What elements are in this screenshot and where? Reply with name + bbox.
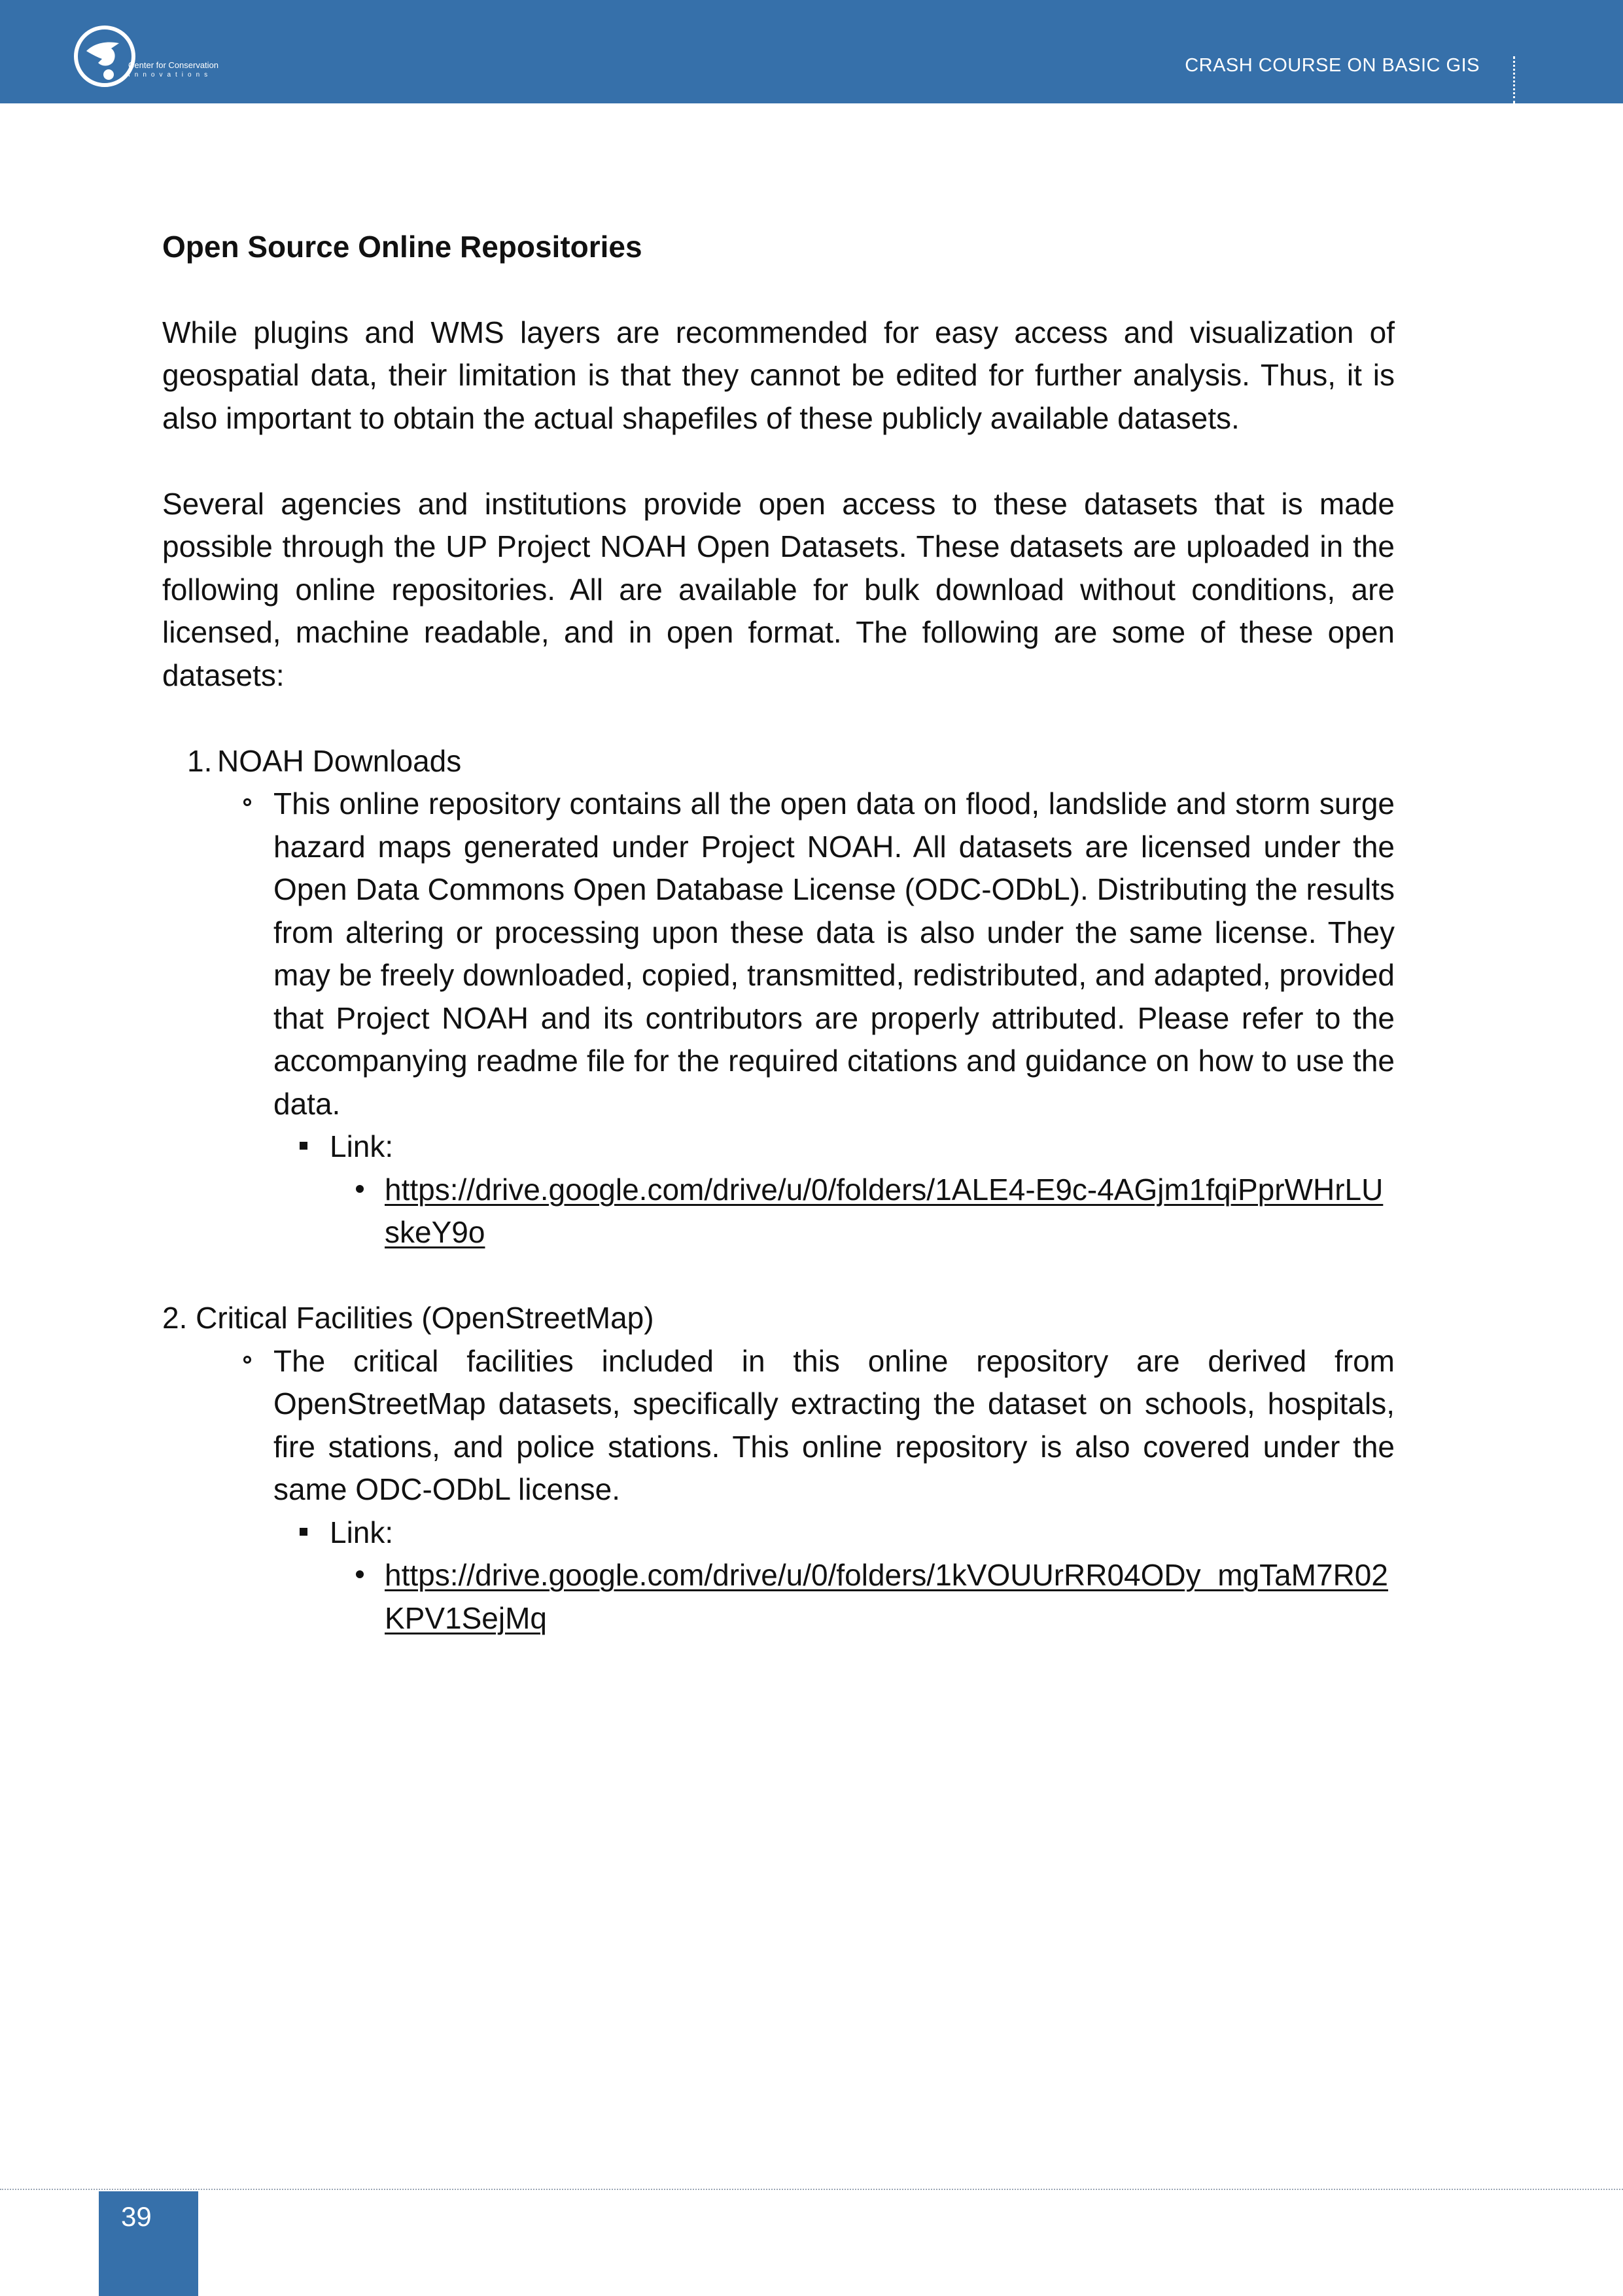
link-label: Link: [330, 1515, 394, 1549]
link-url-row [385, 1169, 1395, 1254]
link-label: Link: [330, 1129, 394, 1163]
section-heading: Open Source Online Repositories [162, 230, 642, 264]
footer-divider [0, 2189, 1623, 2190]
link-label-row [330, 1125, 1395, 1169]
paragraph-datasets: Several agencies and institutions provide open access to these datasets that is made possible through the UP Project NOAH Open Datasets. These datasets are uploaded in the following online repositories. All are available for bulk download without conditions, are licensed, machine readable, and in open format. The following are some of these open datasets: [162, 486, 1395, 692]
list-item-title [162, 740, 1395, 783]
page-number: 39 [121, 2201, 152, 2232]
list-item-title-text: NOAH Downloads [217, 743, 462, 778]
center-for-conservation-logo-icon [72, 24, 137, 89]
header-bar [0, 0, 1623, 103]
description-text: This online repository contains all the open data on flood, landslide and storm surge hazard maps generated under Project NOAH. All datasets are licensed under the Open Data Commons Open Database License (ODC-ODbL). Distributing the results from altering or processing upon these data is also under the same license. They may be freely downloaded, copied, transmitted, redistributed, and adapted, provided that Project NOAH and its contributors are properly attributed. Please refer to the accompanying readme file for the required citations and guidance on how to use the data. [273, 786, 1395, 1121]
page-content [162, 226, 1395, 1640]
list-item-description [273, 783, 1395, 1125]
paragraph-intro: While plugins and WMS layers are recommended for easy access and visualization of geospatial data, their limitation is that they cannot be edited for further analysis. Thus, it is also important to obtain the actual shapefiles of these publicly available datasets. [162, 315, 1395, 435]
noah-downloads-link[interactable]: https://drive.google.com/drive/u/0/folders/1ALE4-E9c-4AGjm1fqiPprWHrLUskeY9o [385, 1172, 1384, 1249]
list-item-number: 1. [187, 743, 213, 778]
critical-facilities-link[interactable]: https://drive.google.com/drive/u/0/folders/1kVOUUrRR04ODy_mgTaM7R02KPV1SejMq [385, 1558, 1388, 1635]
link-url-row [385, 1554, 1395, 1640]
list-item-description [273, 1340, 1395, 1511]
header-divider [1513, 56, 1515, 103]
logo-line2: Innovations [128, 71, 213, 79]
dot-bullet-icon [356, 1185, 364, 1193]
description-text: The critical facilities included in this online repository are derived from OpenStreetMap datasets, specifically extracting the dataset on schools, hospitals, fire stations, and police stations. This online repository is also covered under the same ODC-ODbL license. [273, 1343, 1395, 1506]
dot-bullet-icon [356, 1570, 364, 1578]
square-bullet-icon [300, 1142, 307, 1150]
circle-bullet-icon [243, 1356, 251, 1364]
square-bullet-icon [300, 1528, 307, 1536]
spacer [162, 1254, 1395, 1298]
logo-text [128, 60, 218, 80]
logo-line1: Center for Conservation [128, 60, 219, 70]
document-title: CRASH COURSE ON BASIC GIS [1185, 55, 1480, 76]
circle-bullet-icon [243, 798, 251, 806]
link-label-row [330, 1511, 1395, 1555]
list-item-title [162, 1297, 1395, 1340]
list-item-number: 2. [162, 1301, 188, 1335]
list-item-title-text: Critical Facilities (OpenStreetMap) [196, 1301, 654, 1335]
